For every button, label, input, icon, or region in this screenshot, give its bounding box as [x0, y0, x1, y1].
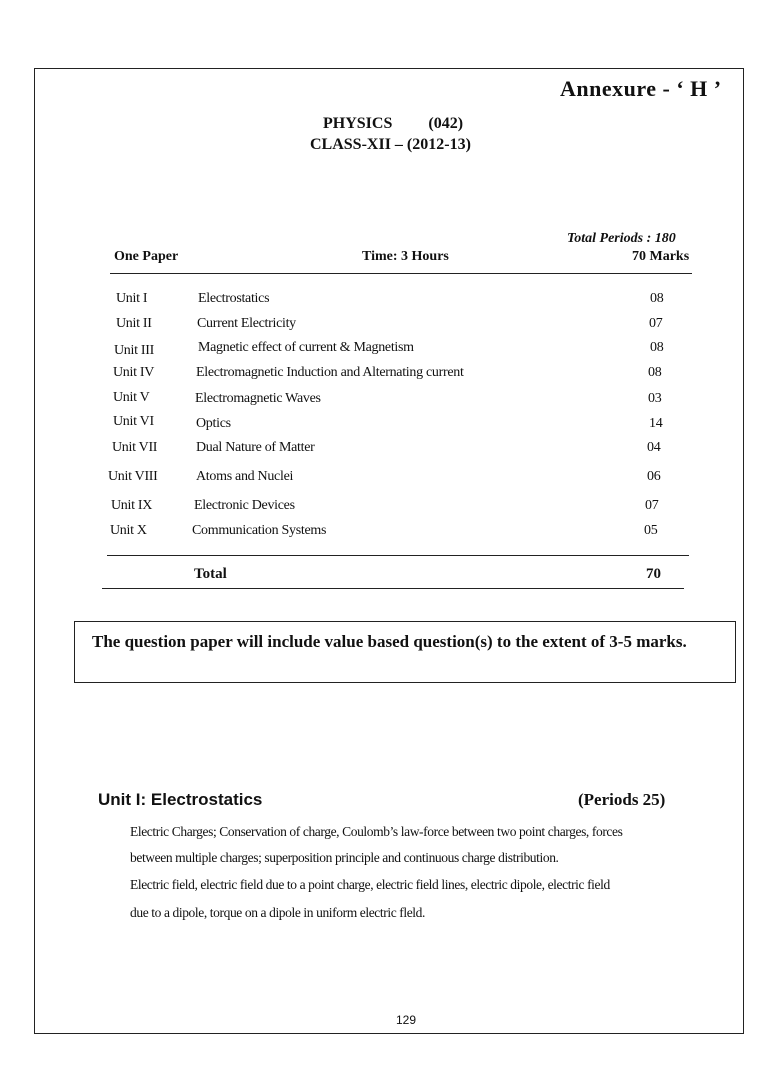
unit-title: Magnetic effect of current & Magnetism: [198, 340, 414, 355]
note-box: [74, 621, 736, 683]
header-paper: One Paper: [114, 249, 179, 264]
class-line: CLASS-XII – (2012-13): [310, 136, 471, 153]
unit-marks: 07: [649, 316, 663, 331]
unit-title: Communication Systems: [192, 523, 327, 538]
subject-code: (042): [428, 115, 464, 132]
unit-section-heading: Unit I: Electrostatics: [98, 790, 263, 809]
unit-title: Electronic Devices: [194, 498, 295, 513]
unit-code: Unit V: [113, 390, 150, 405]
unit-marks: 04: [647, 440, 661, 455]
unit-marks: 07: [645, 498, 659, 513]
header-time: Time: 3 Hours: [362, 249, 449, 264]
annexure-label: Annexure - ‘ H ’: [560, 76, 722, 101]
page-number: 129: [396, 1013, 417, 1027]
unit-title: Current Electricity: [197, 316, 296, 331]
value-based-note: The question paper will include value based question(s) to the extent of 3-5 marks.: [92, 632, 687, 651]
unit-code: Unit IV: [113, 365, 155, 380]
unit-marks: 08: [650, 340, 664, 355]
unit-code: Unit X: [110, 523, 147, 538]
unit-code: Unit VI: [113, 414, 154, 429]
unit-section-periods: (Periods 25): [578, 790, 666, 809]
total-top-rule: [107, 555, 689, 556]
unit-title: Electromagnetic Waves: [195, 391, 321, 406]
unit-code: Unit III: [114, 343, 154, 358]
subject-title: [323, 115, 463, 133]
unit-code: Unit II: [116, 316, 152, 331]
total-label: Total: [194, 566, 227, 582]
subject-name: PHYSICS: [323, 115, 393, 132]
header-rule: [110, 273, 692, 274]
unit-marks: 14: [649, 416, 663, 431]
unit-marks: 03: [648, 391, 662, 406]
unit-code: Unit I: [116, 291, 148, 306]
syllabus-line: between multiple charges; superposition principle and continuous charge distribution.: [130, 850, 559, 865]
unit-title: Optics: [196, 416, 231, 431]
syllabus-line: Electric field, electric field due to a point charge, electric field lines, electric dipole, electric field: [130, 877, 610, 892]
header-marks: 70 Marks: [632, 249, 690, 264]
syllabus-line: Electric Charges; Conservation of charge, Coulomb’s law-force between two point charges, forces: [130, 824, 623, 839]
unit-title: Electromagnetic Induction and Alternating current: [196, 365, 464, 380]
total-bottom-rule: [102, 588, 684, 589]
unit-marks: 05: [644, 523, 658, 538]
unit-code: Unit IX: [111, 498, 153, 513]
total-periods: Total Periods : 180: [567, 231, 676, 246]
unit-title: Dual Nature of Matter: [196, 440, 315, 455]
unit-marks: 06: [647, 469, 661, 484]
unit-title: Electrostatics: [198, 291, 270, 306]
total-marks: 70: [646, 566, 661, 582]
unit-marks: 08: [648, 365, 662, 380]
unit-title: Atoms and Nuclei: [196, 469, 294, 484]
syllabus-line: due to a dipole, torque on a dipole in uniform electric fleld.: [130, 905, 425, 920]
unit-code: Unit VII: [112, 440, 158, 455]
unit-code: Unit VIII: [108, 469, 158, 484]
unit-marks: 08: [650, 291, 664, 306]
